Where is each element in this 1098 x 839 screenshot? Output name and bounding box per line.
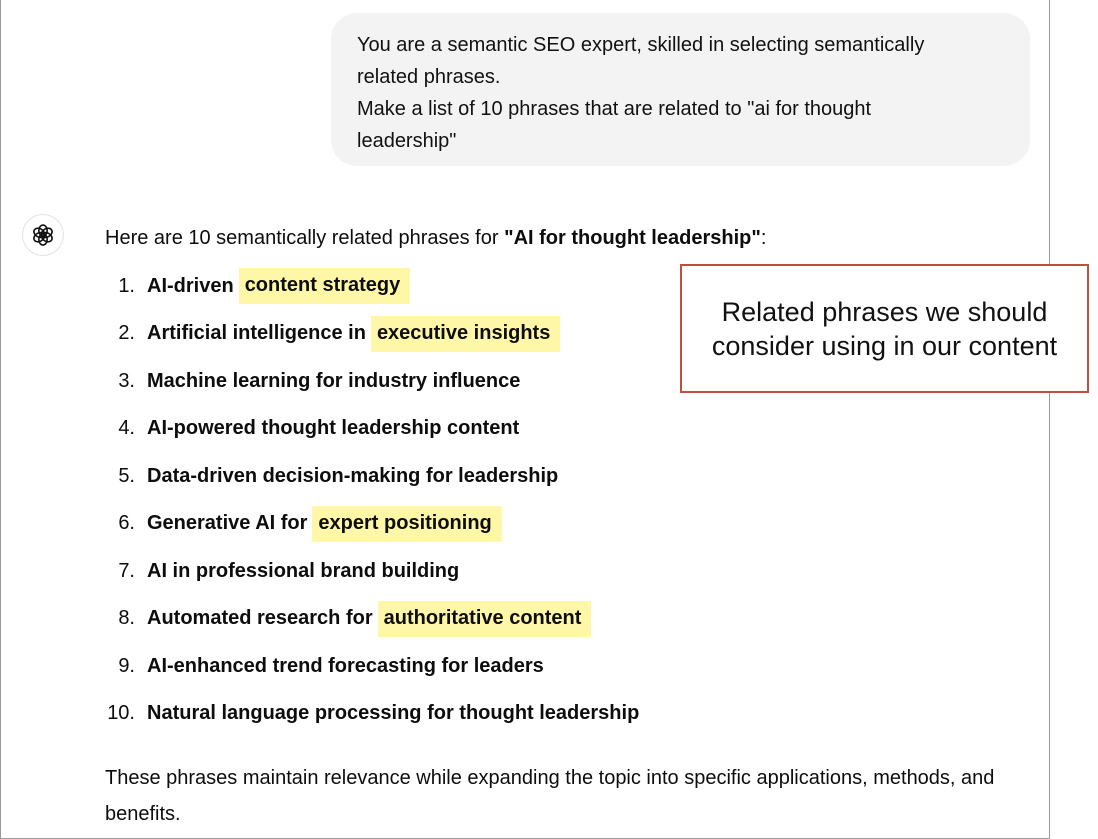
list-item-text: AI-driven bbox=[147, 274, 234, 297]
highlighted-phrase: content strategy bbox=[239, 268, 411, 304]
list-number: 3. bbox=[118, 369, 135, 392]
list-item-text: AI-enhanced trend forecasting for leaders bbox=[147, 654, 544, 677]
assistant-intro bbox=[105, 222, 766, 254]
list-item bbox=[105, 551, 459, 591]
list-item bbox=[105, 504, 502, 544]
list-item bbox=[105, 361, 520, 401]
list-number: 4. bbox=[118, 417, 135, 439]
list-number: 8. bbox=[118, 607, 135, 629]
callout-line: consider using in our content bbox=[711, 330, 1058, 361]
callout-line: Related phrases we should bbox=[721, 296, 1048, 327]
list-number: 1. bbox=[118, 274, 135, 297]
highlighted-phrase: authoritative content bbox=[378, 601, 592, 637]
list-item bbox=[105, 314, 560, 354]
list-item-text: AI-powered thought leadership content bbox=[147, 417, 520, 439]
openai-logo-icon bbox=[30, 222, 56, 248]
intro-colon: : bbox=[760, 227, 767, 249]
intro-topic: "AI for thought leadership" bbox=[504, 227, 761, 249]
user-message-line: related phrases. bbox=[357, 66, 501, 88]
list-number: 6. bbox=[118, 512, 135, 534]
assistant-avatar bbox=[22, 214, 64, 256]
annotation-callout bbox=[680, 264, 1089, 393]
intro-text: Here are 10 semantically related phrases for bbox=[105, 227, 505, 249]
list-item bbox=[105, 646, 544, 686]
list-item-text: Data-driven decision-making for leadership bbox=[147, 464, 559, 487]
list-number: 2. bbox=[118, 322, 135, 344]
list-item-text: Artificial intelligence in bbox=[147, 322, 366, 344]
list-item-text: Natural language processing for thought leadership bbox=[147, 702, 640, 724]
list-number: 5. bbox=[118, 464, 135, 487]
list-item-text: AI in professional brand building bbox=[147, 559, 460, 582]
list-item-text: Machine learning for industry influence bbox=[147, 369, 521, 392]
list-item bbox=[105, 599, 591, 639]
assistant-outro: These phrases maintain relevance while expanding the topic into specific applications, methods, and benefits. bbox=[105, 767, 995, 825]
list-number: 10. bbox=[107, 702, 135, 724]
user-message-line: leadership" bbox=[357, 130, 457, 152]
list-item-text: Automated research for bbox=[147, 607, 373, 629]
list-item bbox=[105, 456, 558, 496]
highlighted-phrase: executive insights bbox=[371, 316, 560, 352]
highlighted-phrase: expert positioning bbox=[312, 506, 501, 542]
list-item bbox=[105, 694, 639, 734]
list-item-text: Generative AI for bbox=[147, 512, 308, 534]
user-message-line: You are a semantic SEO expert, skilled in selecting semantically bbox=[357, 34, 925, 56]
list-number: 9. bbox=[118, 654, 135, 677]
list-item bbox=[105, 409, 519, 449]
user-message-line: Make a list of 10 phrases that are related to "ai for thought bbox=[357, 98, 872, 120]
list-item bbox=[105, 266, 410, 306]
list-number: 7. bbox=[118, 559, 135, 582]
user-message-bubble bbox=[331, 13, 1030, 166]
